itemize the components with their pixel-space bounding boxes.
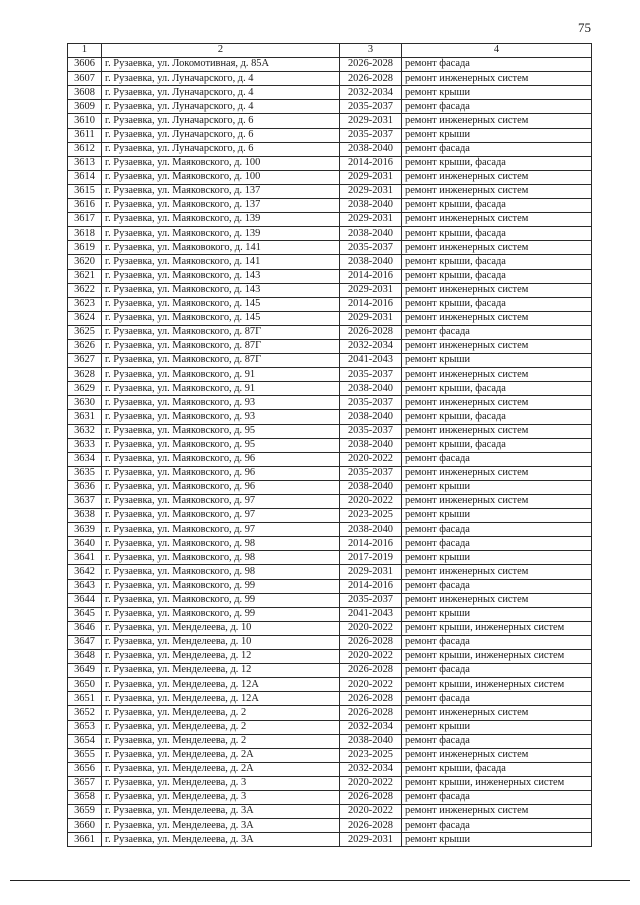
row-period: 2038-2040	[340, 410, 402, 424]
table-row	[68, 325, 592, 339]
row-address: г. Рузаевка, ул. Маяковского, д. 99	[102, 593, 340, 607]
row-address: г. Рузаевка, ул. Маяковского, д. 99	[102, 579, 340, 593]
row-period: 2038-2040	[340, 382, 402, 396]
row-period: 2023-2025	[340, 509, 402, 523]
row-number: 3607	[68, 72, 102, 86]
row-address: г. Рузаевка, ул. Луначарского, д. 6	[102, 128, 340, 142]
table-row	[68, 762, 592, 776]
table-row	[68, 213, 592, 227]
table-row	[68, 776, 592, 790]
row-address: г. Рузаевка, ул. Менделеева, д. 10	[102, 621, 340, 635]
row-number: 3657	[68, 776, 102, 790]
row-period: 2029-2031	[340, 114, 402, 128]
table-row	[68, 495, 592, 509]
row-number: 3650	[68, 678, 102, 692]
row-address: г. Рузаевка, ул. Маяковского, д. 98	[102, 565, 340, 579]
row-address: г. Рузаевка, ул. Менделеева, д. 3А	[102, 819, 340, 833]
row-number: 3627	[68, 354, 102, 368]
row-number: 3612	[68, 142, 102, 156]
row-period: 2026-2028	[340, 325, 402, 339]
row-address: г. Рузаевка, ул. Маяковского, д. 93	[102, 410, 340, 424]
table-row	[68, 452, 592, 466]
row-work-type: ремонт фасада	[402, 58, 592, 72]
table-row	[68, 579, 592, 593]
table-row	[68, 368, 592, 382]
table-row	[68, 283, 592, 297]
row-address: г. Рузаевка, ул. Маяковского, д. 139	[102, 227, 340, 241]
row-period: 2029-2031	[340, 833, 402, 847]
row-number: 3638	[68, 509, 102, 523]
row-work-type: ремонт фасада	[402, 325, 592, 339]
row-number: 3609	[68, 100, 102, 114]
row-number: 3641	[68, 551, 102, 565]
table-row	[68, 565, 592, 579]
table-row	[68, 734, 592, 748]
row-address: г. Рузаевка, ул. Маяковского, д. 141	[102, 255, 340, 269]
row-number: 3622	[68, 283, 102, 297]
row-number: 3626	[68, 339, 102, 353]
row-number: 3654	[68, 734, 102, 748]
table-row	[68, 664, 592, 678]
table-row	[68, 805, 592, 819]
row-number: 3644	[68, 593, 102, 607]
row-work-type: ремонт фасада	[402, 579, 592, 593]
row-address: г. Рузаевка, ул. Маяковского, д. 95	[102, 438, 340, 452]
row-number: 3645	[68, 607, 102, 621]
row-address: г. Рузаевка, ул. Менделеева, д. 12А	[102, 692, 340, 706]
row-number: 3628	[68, 368, 102, 382]
row-number: 3661	[68, 833, 102, 847]
table-row	[68, 678, 592, 692]
row-address: г. Рузаевка, ул. Менделеева, д. 3	[102, 776, 340, 790]
row-work-type: ремонт инженерных систем	[402, 706, 592, 720]
row-period: 2029-2031	[340, 283, 402, 297]
row-work-type: ремонт крыши	[402, 833, 592, 847]
row-period: 2038-2040	[340, 438, 402, 452]
table-row	[68, 241, 592, 255]
row-number: 3617	[68, 213, 102, 227]
row-period: 2038-2040	[340, 255, 402, 269]
row-period: 2020-2022	[340, 495, 402, 509]
row-address: г. Рузаевка, ул. Луначарского, д. 4	[102, 72, 340, 86]
row-number: 3646	[68, 621, 102, 635]
row-period: 2041-2043	[340, 607, 402, 621]
row-period: 2041-2043	[340, 354, 402, 368]
row-number: 3625	[68, 325, 102, 339]
row-work-type: ремонт инженерных систем	[402, 805, 592, 819]
row-period: 2014-2016	[340, 269, 402, 283]
row-period: 2014-2016	[340, 537, 402, 551]
row-number: 3636	[68, 480, 102, 494]
row-work-type: ремонт инженерных систем	[402, 241, 592, 255]
row-number: 3649	[68, 664, 102, 678]
row-number: 3623	[68, 297, 102, 311]
table-row	[68, 523, 592, 537]
row-number: 3614	[68, 170, 102, 184]
row-work-type: ремонт инженерных систем	[402, 748, 592, 762]
row-address: г. Рузаевка, ул. Маяковского, д. 145	[102, 297, 340, 311]
row-work-type: ремонт фасада	[402, 635, 592, 649]
table-row	[68, 466, 592, 480]
row-work-type: ремонт инженерных систем	[402, 495, 592, 509]
row-address: г. Рузаевка, ул. Маяковского, д. 97	[102, 495, 340, 509]
table-row	[68, 142, 592, 156]
row-work-type: ремонт фасада	[402, 523, 592, 537]
row-work-type: ремонт крыши, фасада	[402, 227, 592, 241]
row-period: 2029-2031	[340, 565, 402, 579]
row-address: г. Рузаевка, ул. Маяковского, д. 97	[102, 509, 340, 523]
row-number: 3639	[68, 523, 102, 537]
table-row	[68, 438, 592, 452]
row-work-type: ремонт крыши	[402, 509, 592, 523]
row-work-type: ремонт крыши, фасада	[402, 255, 592, 269]
row-address: г. Рузаевка, ул. Менделеева, д. 2	[102, 706, 340, 720]
row-work-type: ремонт фасада	[402, 142, 592, 156]
row-work-type: ремонт крыши, фасада	[402, 410, 592, 424]
row-number: 3618	[68, 227, 102, 241]
row-work-type: ремонт крыши	[402, 86, 592, 100]
table-row	[68, 297, 592, 311]
table-row	[68, 509, 592, 523]
row-period: 2026-2028	[340, 58, 402, 72]
row-period: 2017-2019	[340, 551, 402, 565]
table-row	[68, 354, 592, 368]
row-work-type: ремонт фасада	[402, 664, 592, 678]
row-period: 2038-2040	[340, 734, 402, 748]
row-work-type: ремонт крыши, фасада	[402, 382, 592, 396]
row-work-type: ремонт крыши	[402, 354, 592, 368]
row-number: 3620	[68, 255, 102, 269]
row-address: г. Рузаевка, ул. Маяковского, д. 87Г	[102, 325, 340, 339]
row-work-type: ремонт инженерных систем	[402, 283, 592, 297]
row-address: г. Рузаевка, ул. Маяковокого, д. 141	[102, 241, 340, 255]
row-number: 3660	[68, 819, 102, 833]
row-address: г. Рузаевка, ул. Менделеева, д. 2А	[102, 762, 340, 776]
row-work-type: ремонт инженерных систем	[402, 466, 592, 480]
row-work-type: ремонт крыши, фасада	[402, 199, 592, 213]
row-work-type: ремонт крыши	[402, 551, 592, 565]
table-row	[68, 621, 592, 635]
row-period: 2035-2037	[340, 466, 402, 480]
table-row	[68, 537, 592, 551]
row-address: г. Рузаевка, ул. Менделеева, д. 3А	[102, 833, 340, 847]
row-period: 2035-2037	[340, 100, 402, 114]
row-work-type: ремонт крыши, инженерных систем	[402, 776, 592, 790]
row-address: г. Рузаевка, ул. Маяковского, д. 91	[102, 368, 340, 382]
row-address: г. Рузаевка, ул. Луначарского, д. 6	[102, 142, 340, 156]
row-work-type: ремонт инженерных систем	[402, 396, 592, 410]
row-number: 3642	[68, 565, 102, 579]
row-address: г. Рузаевка, ул. Маяковского, д. 98	[102, 551, 340, 565]
row-number: 3619	[68, 241, 102, 255]
table-row	[68, 227, 592, 241]
row-period: 2026-2028	[340, 819, 402, 833]
row-number: 3630	[68, 396, 102, 410]
row-number: 3613	[68, 156, 102, 170]
row-number: 3647	[68, 635, 102, 649]
table-row	[68, 720, 592, 734]
table-row	[68, 635, 592, 649]
row-period: 2029-2031	[340, 184, 402, 198]
row-work-type: ремонт инженерных систем	[402, 565, 592, 579]
table-row	[68, 650, 592, 664]
row-address: г. Рузаевка, ул. Маяковского, д. 96	[102, 480, 340, 494]
row-number: 3633	[68, 438, 102, 452]
row-period: 2035-2037	[340, 424, 402, 438]
row-work-type: ремонт инженерных систем	[402, 311, 592, 325]
row-period: 2026-2028	[340, 664, 402, 678]
row-address: г. Рузаевка, ул. Менделеева, д. 3	[102, 790, 340, 804]
row-address: г. Рузаевка, ул. Луначарского, д. 4	[102, 100, 340, 114]
table-row	[68, 748, 592, 762]
row-address: г. Рузаевка, ул. Маяковского, д. 87Г	[102, 339, 340, 353]
row-period: 2029-2031	[340, 170, 402, 184]
table-row	[68, 128, 592, 142]
row-work-type: ремонт инженерных систем	[402, 368, 592, 382]
row-period: 2026-2028	[340, 790, 402, 804]
table-row	[68, 114, 592, 128]
row-period: 2038-2040	[340, 142, 402, 156]
row-address: г. Рузаевка, ул. Маяковского, д. 100	[102, 170, 340, 184]
row-period: 2020-2022	[340, 776, 402, 790]
row-number: 3635	[68, 466, 102, 480]
table-row	[68, 311, 592, 325]
row-number: 3659	[68, 805, 102, 819]
row-work-type: ремонт фасада	[402, 692, 592, 706]
table-row	[68, 199, 592, 213]
table-header	[68, 44, 592, 58]
row-period: 2014-2016	[340, 297, 402, 311]
row-period: 2020-2022	[340, 621, 402, 635]
row-number: 3615	[68, 184, 102, 198]
row-period: 2035-2037	[340, 241, 402, 255]
row-number: 3640	[68, 537, 102, 551]
row-address: г. Рузаевка, ул. Маяковского, д. 137	[102, 184, 340, 198]
table-row	[68, 551, 592, 565]
row-period: 2038-2040	[340, 480, 402, 494]
table-row	[68, 184, 592, 198]
row-number: 3632	[68, 424, 102, 438]
header-row	[68, 44, 592, 58]
row-address: г. Рузаевка, ул. Маяковского, д. 96	[102, 452, 340, 466]
row-work-type: ремонт инженерных систем	[402, 72, 592, 86]
row-number: 3655	[68, 748, 102, 762]
row-work-type: ремонт инженерных систем	[402, 170, 592, 184]
row-period: 2035-2037	[340, 368, 402, 382]
row-work-type: ремонт инженерных систем	[402, 114, 592, 128]
row-address: г. Рузаевка, ул. Маяковского, д. 139	[102, 213, 340, 227]
row-period: 2020-2022	[340, 805, 402, 819]
row-period: 2023-2025	[340, 748, 402, 762]
table-row	[68, 480, 592, 494]
column-header-period: 3	[340, 44, 402, 58]
table-row	[68, 86, 592, 100]
table-row	[68, 339, 592, 353]
row-work-type: ремонт крыши, инженерных систем	[402, 678, 592, 692]
row-address: г. Рузаевка, ул. Менделеева, д. 2	[102, 734, 340, 748]
row-address: г. Рузаевка, ул. Луначарского, д. 4	[102, 86, 340, 100]
row-address: г. Рузаевка, ул. Маяковского, д. 95	[102, 424, 340, 438]
table-row	[68, 382, 592, 396]
column-header-number: 1	[68, 44, 102, 58]
table-row	[68, 269, 592, 283]
row-address: г. Рузаевка, ул. Маяковского, д. 143	[102, 283, 340, 297]
row-period: 2035-2037	[340, 593, 402, 607]
row-number: 3611	[68, 128, 102, 142]
row-work-type: ремонт крыши, фасада	[402, 762, 592, 776]
column-header-address: 2	[102, 44, 340, 58]
row-work-type: ремонт крыши, фасада	[402, 156, 592, 170]
table-row	[68, 692, 592, 706]
row-address: г. Рузаевка, ул. Менделеева, д. 12А	[102, 678, 340, 692]
row-period: 2026-2028	[340, 635, 402, 649]
table-row	[68, 170, 592, 184]
row-work-type: ремонт фасада	[402, 819, 592, 833]
row-period: 2020-2022	[340, 650, 402, 664]
row-address: г. Рузаевка, ул. Маяковского, д. 96	[102, 466, 340, 480]
row-period: 2029-2031	[340, 311, 402, 325]
row-work-type: ремонт фасада	[402, 790, 592, 804]
table-row	[68, 100, 592, 114]
row-address: г. Рузаевка, ул. Менделеева, д. 12	[102, 664, 340, 678]
row-address: г. Рузаевка, ул. Маяковского, д. 137	[102, 199, 340, 213]
row-number: 3651	[68, 692, 102, 706]
row-period: 2014-2016	[340, 579, 402, 593]
row-period: 2026-2028	[340, 692, 402, 706]
row-work-type: ремонт крыши, инженерных систем	[402, 650, 592, 664]
table-row	[68, 58, 592, 72]
row-period: 2014-2016	[340, 156, 402, 170]
row-number: 3634	[68, 452, 102, 466]
row-period: 2020-2022	[340, 452, 402, 466]
row-period: 2026-2028	[340, 706, 402, 720]
row-number: 3631	[68, 410, 102, 424]
table-body	[68, 58, 592, 847]
row-address: г. Рузаевка, ул. Маяковского, д. 91	[102, 382, 340, 396]
row-work-type: ремонт крыши	[402, 480, 592, 494]
row-number: 3653	[68, 720, 102, 734]
row-address: г. Рузаевка, ул. Маяковского, д. 99	[102, 607, 340, 621]
row-period: 2032-2034	[340, 86, 402, 100]
table-row	[68, 410, 592, 424]
row-number: 3643	[68, 579, 102, 593]
row-number: 3621	[68, 269, 102, 283]
row-number: 3610	[68, 114, 102, 128]
row-number: 3606	[68, 58, 102, 72]
row-work-type: ремонт крыши, инженерных систем	[402, 621, 592, 635]
row-address: г. Рузаевка, ул. Маяковского, д. 87Г	[102, 354, 340, 368]
row-period: 2026-2028	[340, 72, 402, 86]
row-work-type: ремонт фасада	[402, 537, 592, 551]
table-row	[68, 72, 592, 86]
table-row	[68, 424, 592, 438]
repair-schedule-table	[67, 43, 592, 847]
row-address: г. Рузаевка, ул. Менделеева, д. 2	[102, 720, 340, 734]
row-work-type: ремонт инженерных систем	[402, 593, 592, 607]
table-row	[68, 706, 592, 720]
row-address: г. Рузаевка, ул. Локомотивная, д. 85А	[102, 58, 340, 72]
row-number: 3616	[68, 199, 102, 213]
row-work-type: ремонт фасада	[402, 734, 592, 748]
row-work-type: ремонт фасада	[402, 100, 592, 114]
row-period: 2020-2022	[340, 678, 402, 692]
row-work-type: ремонт инженерных систем	[402, 339, 592, 353]
row-address: г. Рузаевка, ул. Маяковского, д. 100	[102, 156, 340, 170]
row-address: г. Рузаевка, ул. Луначарского, д. 6	[102, 114, 340, 128]
row-address: г. Рузаевка, ул. Менделеева, д. 12	[102, 650, 340, 664]
row-work-type: ремонт крыши, фасада	[402, 297, 592, 311]
page-number: 75	[578, 20, 591, 35]
row-period: 2029-2031	[340, 213, 402, 227]
row-work-type: ремонт инженерных систем	[402, 213, 592, 227]
table-row	[68, 607, 592, 621]
table-row	[68, 790, 592, 804]
table-row	[68, 819, 592, 833]
row-address: г. Рузаевка, ул. Маяковского, д. 93	[102, 396, 340, 410]
row-work-type: ремонт крыши, фасада	[402, 269, 592, 283]
row-work-type: ремонт инженерных систем	[402, 424, 592, 438]
row-period: 2032-2034	[340, 339, 402, 353]
row-number: 3648	[68, 650, 102, 664]
row-number: 3656	[68, 762, 102, 776]
table-row	[68, 156, 592, 170]
row-address: г. Рузаевка, ул. Менделеева, д. 2А	[102, 748, 340, 762]
row-address: г. Рузаевка, ул. Маяковского, д. 98	[102, 537, 340, 551]
row-number: 3637	[68, 495, 102, 509]
table-row	[68, 593, 592, 607]
row-period: 2038-2040	[340, 227, 402, 241]
column-header-work-type: 4	[402, 44, 592, 58]
row-work-type: ремонт крыши	[402, 720, 592, 734]
row-work-type: ремонт крыши	[402, 607, 592, 621]
row-address: г. Рузаевка, ул. Маяковского, д. 143	[102, 269, 340, 283]
row-period: 2038-2040	[340, 199, 402, 213]
row-work-type: ремонт инженерных систем	[402, 184, 592, 198]
row-work-type: ремонт фасада	[402, 452, 592, 466]
row-number: 3658	[68, 790, 102, 804]
row-work-type: ремонт крыши, фасада	[402, 438, 592, 452]
row-number: 3629	[68, 382, 102, 396]
row-period: 2032-2034	[340, 762, 402, 776]
row-period: 2038-2040	[340, 523, 402, 537]
footer-rule	[10, 880, 630, 881]
row-work-type: ремонт крыши	[402, 128, 592, 142]
table-row	[68, 396, 592, 410]
row-address: г. Рузаевка, ул. Менделеева, д. 10	[102, 635, 340, 649]
row-address: г. Рузаевка, ул. Маяковского, д. 145	[102, 311, 340, 325]
row-period: 2035-2037	[340, 396, 402, 410]
table-row	[68, 833, 592, 847]
row-address: г. Рузаевка, ул. Маяковского, д. 97	[102, 523, 340, 537]
row-period: 2035-2037	[340, 128, 402, 142]
row-number: 3652	[68, 706, 102, 720]
row-number: 3624	[68, 311, 102, 325]
table-row	[68, 255, 592, 269]
row-number: 3608	[68, 86, 102, 100]
row-address: г. Рузаевка, ул. Менделеева, д. 3А	[102, 805, 340, 819]
row-period: 2032-2034	[340, 720, 402, 734]
